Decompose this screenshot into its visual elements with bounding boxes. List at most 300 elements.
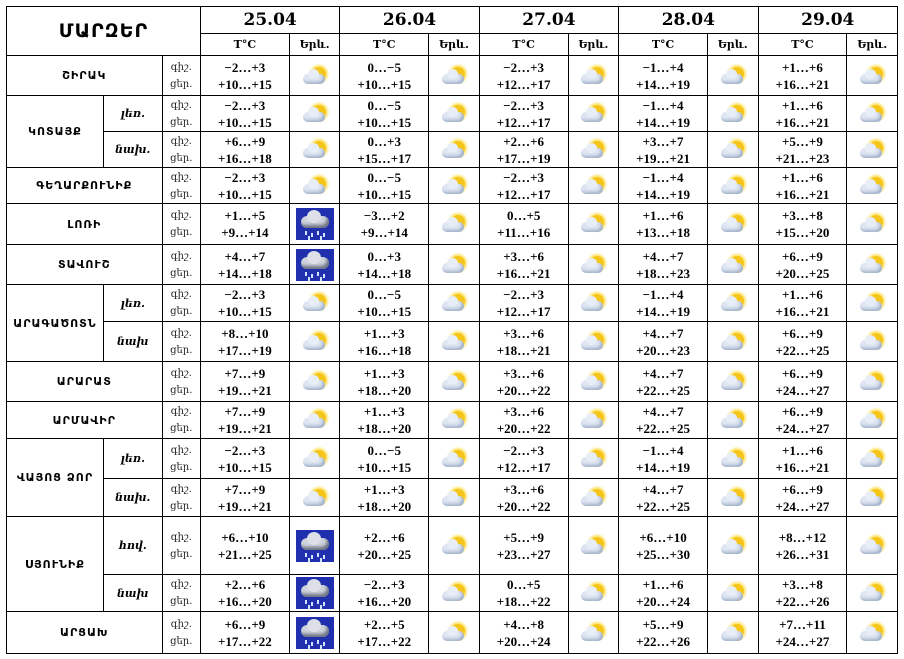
night-temp: +3…+7 (642, 133, 684, 149)
night-temp: +7…+9 (224, 404, 266, 419)
weather-icon-cell (429, 168, 480, 204)
day-temp: +16…+21 (775, 459, 830, 475)
temperature-cell (619, 96, 708, 132)
weather-icon-cell (429, 479, 480, 517)
sun-cloud-icon (578, 175, 608, 197)
day-temp: +20…+23 (636, 342, 690, 358)
day-temp: +22…+25 (636, 421, 690, 436)
day-temp: +20…+22 (496, 421, 551, 436)
day-night-labels (162, 204, 200, 245)
weather-icon-cell (289, 479, 340, 517)
phenomenon-header: Երև. (847, 34, 898, 56)
night-temp: −2…+3 (503, 287, 545, 302)
sun-cloud-icon (857, 535, 887, 557)
night-temp: +2…+6 (363, 529, 405, 545)
day-temp: +17…+22 (217, 633, 272, 649)
day-temp: +14…+19 (636, 186, 690, 202)
rain-cloud-icon (296, 617, 334, 649)
night-temp: +4…+7 (642, 365, 684, 381)
day-night-labels (162, 322, 200, 362)
weather-icon-cell (568, 245, 619, 285)
weather-icon-cell (707, 439, 758, 479)
table-row (7, 479, 898, 517)
sun-cloud-icon (718, 292, 748, 314)
weather-icon-cell (847, 362, 898, 402)
weather-icon-cell (429, 575, 480, 612)
temperature-cell (340, 479, 429, 517)
temperature-cell (200, 168, 289, 204)
temperature-cell (200, 479, 289, 517)
temperature-cell (340, 322, 429, 362)
table-row (7, 517, 898, 575)
temperature-cell (619, 322, 708, 362)
sun-cloud-icon (718, 175, 748, 197)
day-label: ցեր. (170, 548, 193, 560)
day-temp: +16…+21 (775, 114, 830, 130)
temperature-cell (340, 168, 429, 204)
weather-icon-cell (289, 245, 340, 285)
weather-icon-cell (847, 517, 898, 575)
day-label: ցեր. (170, 152, 193, 164)
region-name: ԳԵՂԱՐՔՈՒՆԻՔ (7, 168, 163, 204)
weather-icon-cell (847, 168, 898, 204)
night-temp: 0…+3 (367, 248, 401, 264)
day-temp: +24…+27 (775, 633, 830, 649)
weather-icon-cell (707, 517, 758, 575)
day-temp: +16…+18 (357, 342, 412, 358)
temperature-cell (200, 439, 289, 479)
weather-icon-cell (707, 402, 758, 439)
temperature-cell (619, 56, 708, 96)
day-night-labels (162, 612, 200, 654)
temperature-cell (479, 575, 568, 612)
day-temp: +10…+15 (357, 304, 412, 319)
weather-icon-cell (429, 362, 480, 402)
temperature-cell (758, 245, 847, 285)
night-temp: 0…−5 (367, 169, 401, 185)
day-temp: +22…+25 (636, 382, 690, 398)
weather-icon-cell (568, 575, 619, 612)
day-label: ցեր. (170, 635, 193, 647)
night-label: գիշ. (170, 327, 192, 339)
sun-cloud-icon (439, 331, 469, 353)
weather-icon-cell (429, 517, 480, 575)
weather-icon-cell (707, 132, 758, 168)
table-row (7, 56, 898, 96)
night-temp: +6…+9 (224, 616, 266, 632)
temp-header: T°C (340, 34, 429, 56)
sun-cloud-icon (578, 409, 608, 431)
region-name: ԼՈՌԻ (7, 204, 163, 245)
rain-cloud-icon (296, 208, 334, 240)
temperature-cell (758, 575, 847, 612)
day-night-labels (162, 245, 200, 285)
night-temp: −1…+4 (642, 59, 684, 75)
night-temp: +2…+6 (503, 133, 545, 149)
temperature-cell (479, 132, 568, 168)
temperature-cell (200, 575, 289, 612)
day-temp: +18…+22 (496, 594, 551, 609)
weather-icon-cell (707, 285, 758, 322)
day-temp: +16…+18 (217, 150, 272, 166)
region-name: ՇԻՐԱԿ (7, 56, 163, 96)
night-label: գիշ. (170, 289, 192, 300)
day-temp: +12…+17 (496, 459, 551, 475)
day-temp: +16…+21 (775, 76, 830, 92)
weather-icon-cell (568, 285, 619, 322)
temperature-cell (479, 285, 568, 322)
night-temp: +3…+6 (503, 248, 545, 264)
night-temp: +1…+6 (782, 59, 823, 75)
weather-icon-cell (568, 479, 619, 517)
day-temp: +23…+27 (496, 546, 551, 562)
weather-icon-cell (429, 245, 480, 285)
sun-cloud-icon (857, 103, 887, 125)
night-temp: +7…+9 (224, 365, 266, 381)
table-row (7, 612, 898, 654)
rain-cloud-icon (296, 577, 334, 609)
sun-cloud-icon (857, 582, 887, 604)
sun-cloud-icon (439, 535, 469, 557)
sun-cloud-icon (857, 448, 887, 470)
temperature-cell (758, 285, 847, 322)
temperature-cell (619, 479, 708, 517)
temperature-cell (479, 96, 568, 132)
sun-cloud-icon (578, 103, 608, 125)
temp-header: T°C (758, 34, 847, 56)
day-temp: +21…+25 (217, 546, 272, 562)
weather-icon-cell (429, 96, 480, 132)
weather-icon-cell (568, 168, 619, 204)
temperature-cell (340, 439, 429, 479)
rain-cloud-icon (296, 530, 334, 562)
sun-cloud-icon (300, 65, 330, 87)
night-temp: 0…+3 (367, 133, 401, 149)
sun-cloud-icon (439, 487, 469, 509)
night-temp: +6…+9 (782, 325, 823, 341)
day-temp: +16…+20 (217, 594, 272, 609)
temperature-cell (758, 362, 847, 402)
temperature-cell (758, 612, 847, 654)
night-label: գիշ. (170, 171, 192, 183)
table-row (7, 575, 898, 612)
day-temp: +22…+25 (636, 498, 690, 514)
day-temp: +22…+26 (775, 594, 830, 609)
day-temp: +10…+15 (217, 459, 272, 475)
sun-cloud-icon (718, 65, 748, 87)
day-night-labels (162, 575, 200, 612)
night-temp: −2…+3 (503, 97, 545, 113)
date-header: 28.04 (619, 7, 758, 34)
temperature-cell (479, 517, 568, 575)
temperature-cell (758, 479, 847, 517)
weather-icon-cell (707, 575, 758, 612)
weather-icon-cell (847, 322, 898, 362)
day-temp: +19…+21 (217, 382, 272, 398)
table-row (7, 245, 898, 285)
night-temp: +6…+9 (782, 365, 823, 381)
night-label: գիշ. (170, 61, 192, 73)
day-label: ցեր. (170, 596, 193, 607)
night-label: գիշ. (170, 406, 192, 417)
region-name: ԱՐԱՐԱՏ (7, 362, 163, 402)
temperature-cell (619, 362, 708, 402)
sun-cloud-icon (300, 409, 330, 431)
weather-icon-cell (568, 132, 619, 168)
weather-icon-cell (568, 204, 619, 245)
sun-cloud-icon (578, 139, 608, 161)
table-row (7, 362, 898, 402)
sun-cloud-icon (439, 409, 469, 431)
day-label: ցեր. (170, 423, 193, 434)
weather-icon-cell (289, 612, 340, 654)
day-temp: +14…+19 (636, 114, 690, 130)
temperature-cell (200, 245, 289, 285)
night-temp: 0…−5 (367, 442, 401, 458)
night-temp: +1…+6 (782, 287, 823, 302)
table-row (7, 439, 898, 479)
weather-icon-cell (289, 285, 340, 322)
weather-icon-cell (847, 402, 898, 439)
weather-icon-cell (568, 517, 619, 575)
weather-icon-cell (707, 245, 758, 285)
date-header: 26.04 (340, 7, 479, 34)
day-temp: +17…+22 (357, 633, 412, 649)
temperature-cell (619, 285, 708, 322)
night-temp: +1…+6 (782, 97, 823, 113)
sun-cloud-icon (439, 292, 469, 314)
night-temp: −1…+4 (642, 97, 684, 113)
day-temp: +12…+17 (496, 186, 551, 202)
weather-icon-cell (429, 204, 480, 245)
sun-cloud-icon (857, 213, 887, 235)
weather-icon-cell (568, 56, 619, 96)
day-temp: +10…+15 (217, 76, 272, 92)
day-temp: +12…+17 (496, 304, 551, 319)
day-temp: +24…+27 (775, 421, 830, 436)
day-label: ցեր. (170, 461, 193, 473)
day-temp: +20…+25 (357, 546, 412, 562)
weather-icon-cell (429, 322, 480, 362)
day-temp: +16…+21 (775, 186, 830, 202)
weather-icon-cell (847, 56, 898, 96)
day-temp: +22…+26 (636, 633, 690, 649)
weather-icon-cell (289, 322, 340, 362)
region-name: ՏԱՎՈՒՇ (7, 245, 163, 285)
temperature-cell (479, 245, 568, 285)
subregion-name: նախ. (103, 132, 162, 168)
sun-cloud-icon (578, 254, 608, 276)
night-temp: +6…+9 (782, 481, 823, 497)
day-temp: +18…+20 (357, 421, 412, 436)
night-temp: +1…+3 (363, 404, 405, 419)
temperature-cell (340, 402, 429, 439)
temperature-cell (758, 439, 847, 479)
weather-icon-cell (289, 96, 340, 132)
temperature-cell (619, 517, 708, 575)
night-temp: +6…+9 (782, 248, 823, 264)
phenomenon-header: Երև. (568, 34, 619, 56)
day-label: ցեր. (170, 267, 193, 279)
sun-cloud-icon (718, 448, 748, 470)
night-label: գիշ. (170, 367, 192, 379)
day-temp: +10…+15 (217, 114, 272, 130)
temperature-cell (619, 132, 708, 168)
temperature-cell (619, 612, 708, 654)
day-temp: +19…+21 (217, 498, 272, 514)
weather-icon-cell (289, 204, 340, 245)
sun-cloud-icon (439, 254, 469, 276)
sun-cloud-icon (439, 65, 469, 87)
sun-cloud-icon (857, 622, 887, 644)
sun-cloud-icon (718, 371, 748, 393)
temperature-cell (200, 612, 289, 654)
day-temp: +10…+15 (357, 114, 412, 130)
sun-cloud-icon (439, 622, 469, 644)
night-temp: +5…+9 (503, 529, 545, 545)
night-temp: +4…+7 (642, 481, 684, 497)
weather-icon-cell (568, 402, 619, 439)
night-temp: +1…+3 (363, 365, 405, 381)
night-temp: −2…+3 (224, 97, 266, 113)
night-temp: 0…+5 (506, 577, 541, 592)
weather-icon-cell (847, 204, 898, 245)
sun-cloud-icon (718, 535, 748, 557)
day-temp: +18…+20 (357, 382, 412, 398)
sun-cloud-icon (439, 371, 469, 393)
night-temp: 0…−5 (367, 59, 401, 75)
day-temp: +26…+31 (775, 546, 830, 562)
sun-cloud-icon (578, 213, 608, 235)
day-night-labels (162, 362, 200, 402)
temperature-cell (200, 285, 289, 322)
weather-icon-cell (568, 612, 619, 654)
night-temp: +1…+6 (642, 577, 684, 592)
region-name: ԿՈՏԱՅՔ (7, 96, 104, 168)
sun-cloud-icon (578, 622, 608, 644)
weather-icon-cell (707, 612, 758, 654)
temperature-cell (340, 612, 429, 654)
day-label: ցեր. (170, 188, 193, 200)
weather-icon-cell (847, 96, 898, 132)
weather-icon-cell (289, 575, 340, 612)
night-temp: +6…+10 (639, 529, 687, 545)
temperature-cell (619, 402, 708, 439)
weather-icon-cell (429, 612, 480, 654)
night-temp: 0…−5 (367, 97, 401, 113)
temperature-cell (479, 402, 568, 439)
night-temp: −2…+3 (503, 442, 545, 458)
day-temp: +16…+21 (775, 304, 830, 319)
date-header: 29.04 (758, 7, 898, 34)
sun-cloud-icon (300, 487, 330, 509)
temperature-cell (758, 168, 847, 204)
temperature-cell (758, 204, 847, 245)
weather-icon-cell (429, 402, 480, 439)
sun-cloud-icon (857, 139, 887, 161)
subregion-name: նախ (103, 322, 162, 362)
temp-header: T°C (200, 34, 289, 56)
phenomenon-header: Երև. (429, 34, 480, 56)
temperature-cell (340, 132, 429, 168)
sun-cloud-icon (857, 371, 887, 393)
table-row (7, 132, 898, 168)
night-temp: +3…+6 (503, 365, 545, 381)
day-temp: +20…+22 (496, 382, 551, 398)
temperature-cell (619, 245, 708, 285)
weather-icon-cell (707, 362, 758, 402)
sun-cloud-icon (718, 487, 748, 509)
sun-cloud-icon (857, 331, 887, 353)
sun-cloud-icon (857, 65, 887, 87)
weather-icon-cell (568, 439, 619, 479)
sun-cloud-icon (300, 175, 330, 197)
day-temp: +14…+18 (217, 265, 272, 281)
weather-icon-cell (289, 402, 340, 439)
weather-icon-cell (289, 517, 340, 575)
region-name: ԱՐԱԳԱԾՈՏՆ (7, 285, 104, 362)
weather-icon-cell (707, 56, 758, 96)
day-night-labels (162, 479, 200, 517)
day-temp: +18…+23 (636, 265, 690, 281)
day-temp: +20…+24 (636, 594, 690, 609)
temperature-cell (619, 204, 708, 245)
night-label: գիշ. (170, 579, 192, 590)
day-temp: +20…+25 (775, 265, 830, 281)
weather-icon-cell (429, 56, 480, 96)
day-label: ցեր. (170, 384, 193, 396)
temperature-cell (200, 204, 289, 245)
subregion-name: լեռ. (103, 96, 162, 132)
table-row (7, 204, 898, 245)
weather-icon-cell (568, 96, 619, 132)
temperature-cell (340, 362, 429, 402)
sun-cloud-icon (718, 103, 748, 125)
night-temp: +1…+6 (782, 169, 823, 185)
day-temp: +10…+15 (357, 76, 412, 92)
sun-cloud-icon (439, 213, 469, 235)
weather-icon-cell (289, 168, 340, 204)
weather-icon-cell (707, 96, 758, 132)
night-temp: +4…+8 (503, 616, 545, 632)
weather-icon-cell (847, 245, 898, 285)
day-night-labels (162, 56, 200, 96)
night-temp: −2…+3 (503, 169, 545, 185)
temperature-cell (340, 575, 429, 612)
weather-icon-cell (289, 362, 340, 402)
day-temp: +17…+19 (217, 342, 272, 358)
subregion-name: լեռ. (103, 439, 162, 479)
weather-icon-cell (289, 439, 340, 479)
night-temp: +7…+11 (779, 616, 826, 632)
day-night-labels (162, 439, 200, 479)
sun-cloud-icon (578, 292, 608, 314)
phenomenon-header: Երև. (289, 34, 340, 56)
temperature-cell (479, 479, 568, 517)
night-temp: +3…+8 (782, 208, 823, 223)
table-row (7, 322, 898, 362)
day-label: ցեր. (170, 78, 193, 90)
subregion-name: լեռ. (103, 285, 162, 322)
day-night-labels (162, 285, 200, 322)
date-header: 25.04 (200, 7, 339, 34)
day-temp: +17…+19 (496, 150, 551, 166)
weather-icon-cell (707, 168, 758, 204)
day-temp: +24…+27 (775, 382, 830, 398)
night-temp: +5…+9 (642, 616, 684, 632)
day-temp: +19…+21 (217, 421, 272, 436)
temp-header: T°C (479, 34, 568, 56)
